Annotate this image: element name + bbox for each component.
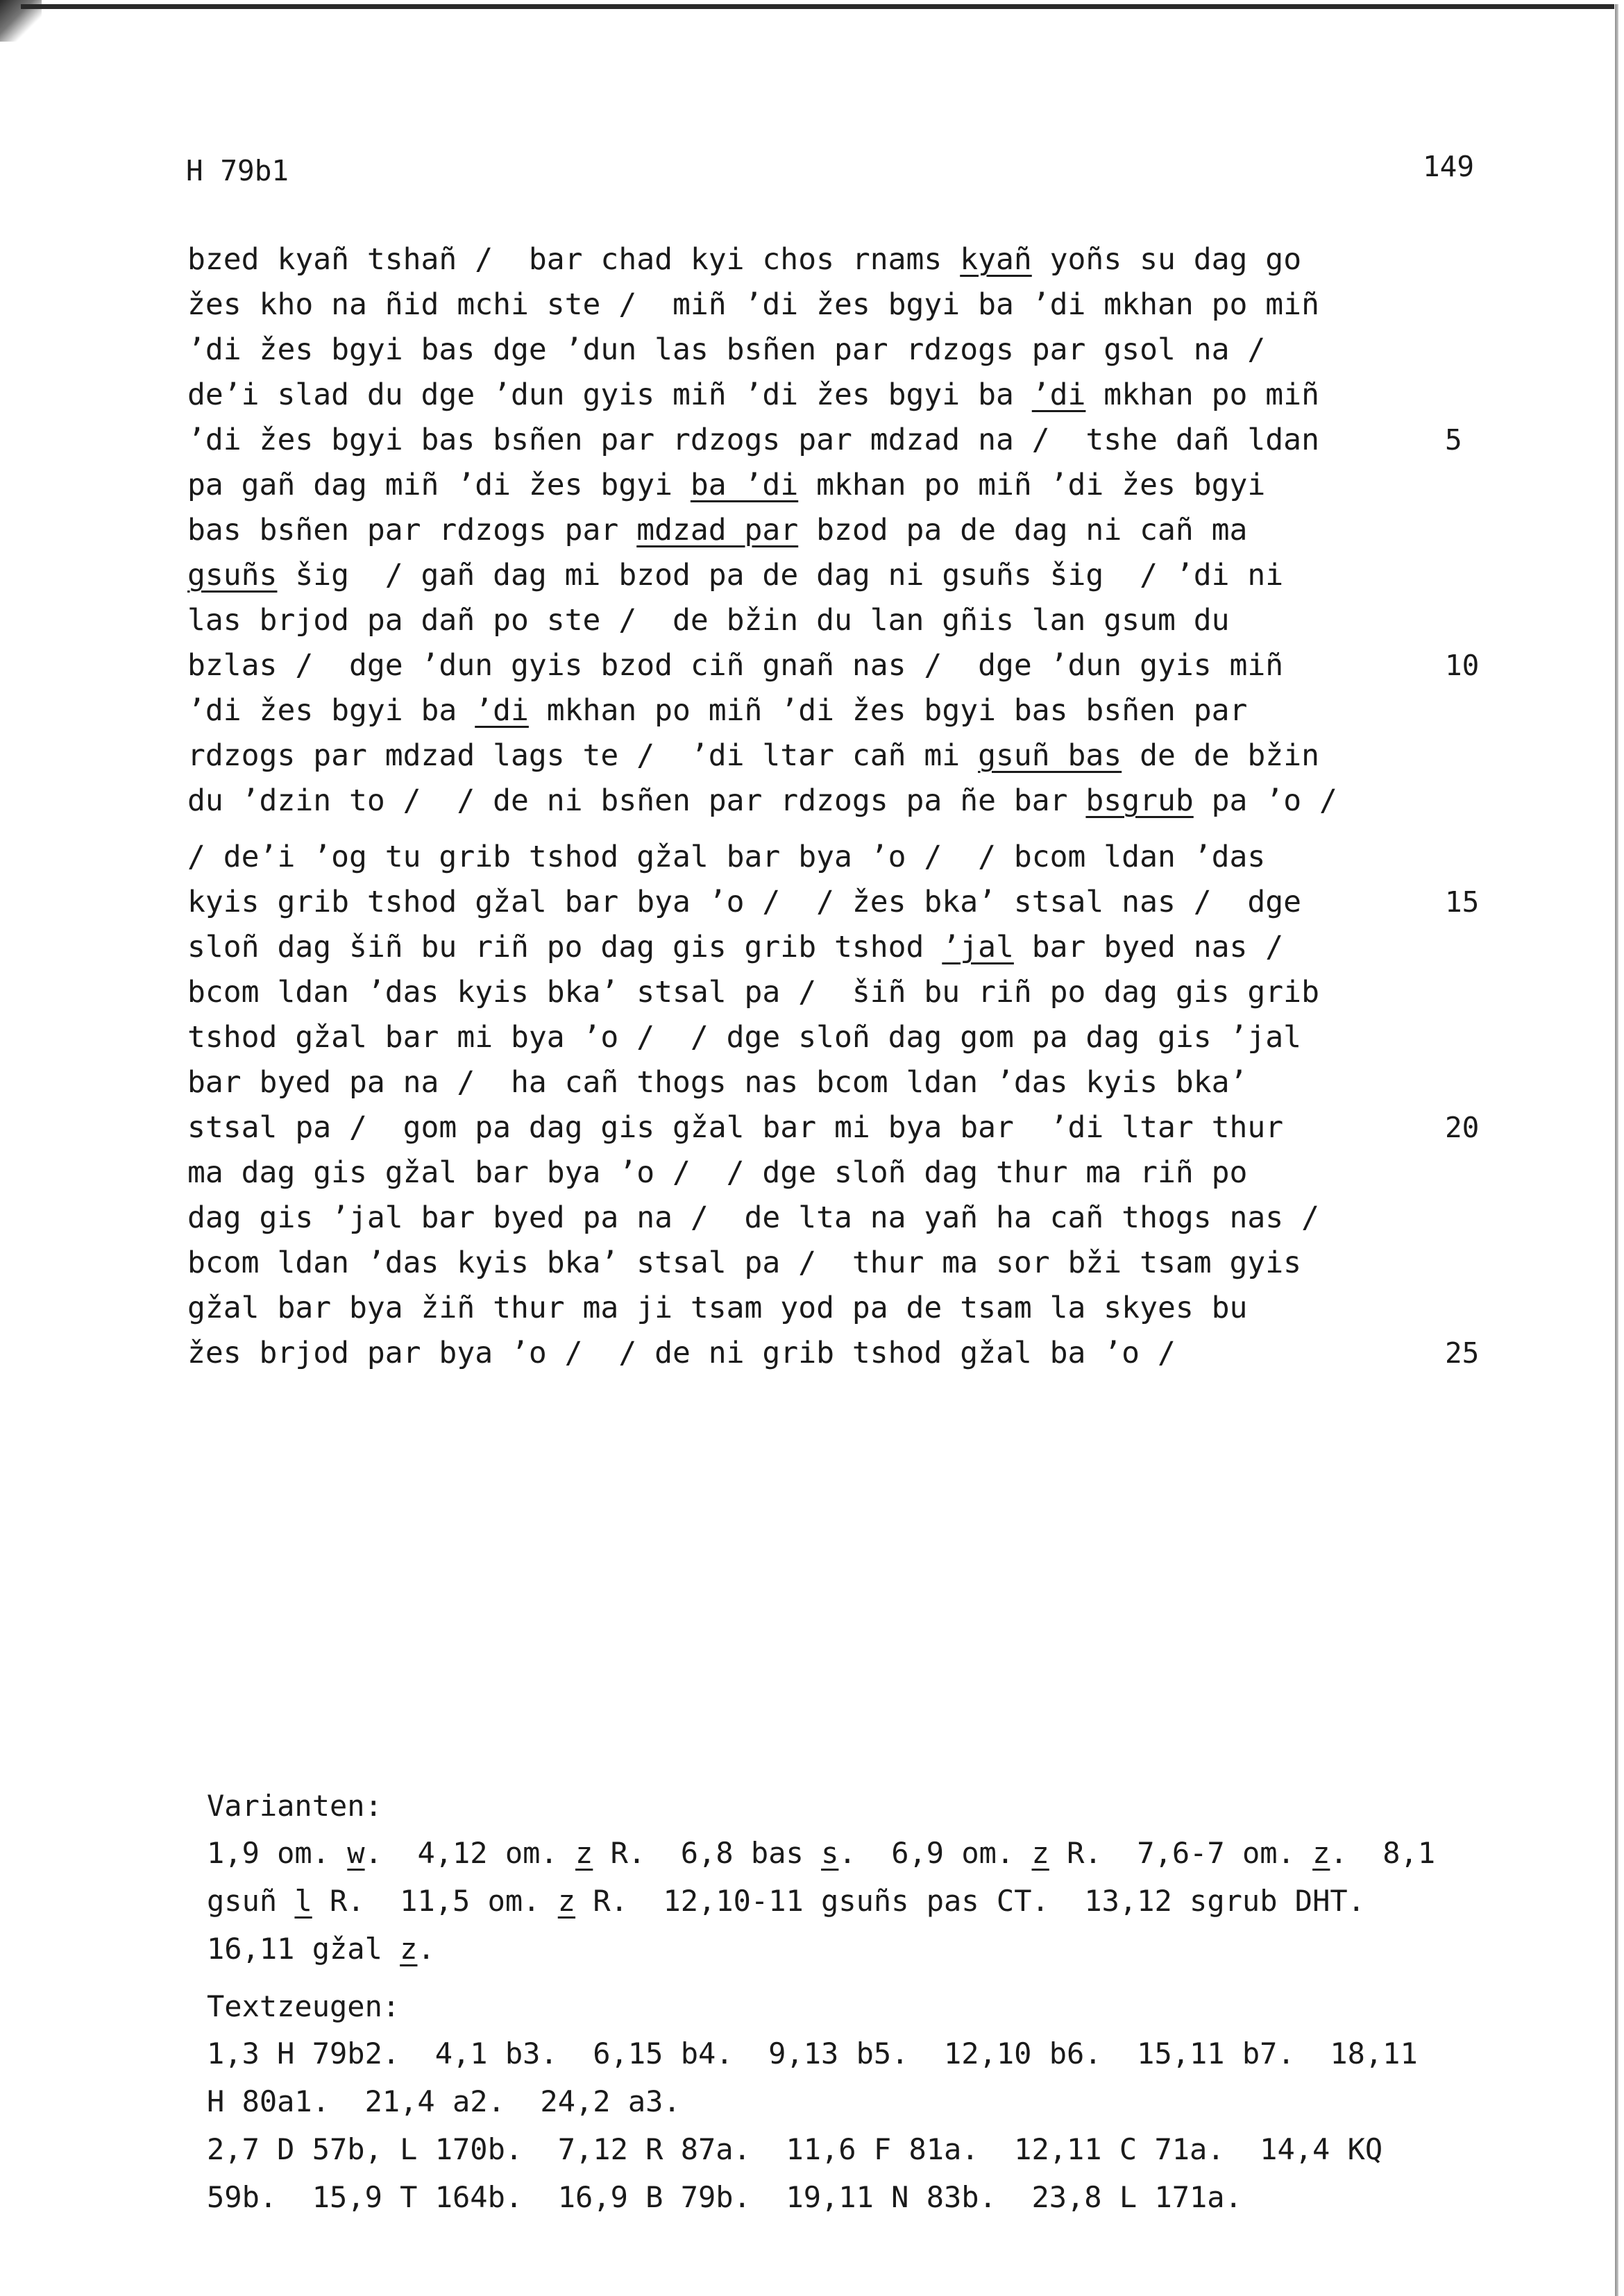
text-segment: de de bžin [1122,738,1319,773]
text-line [187,373,1367,418]
text-segment: gžal bar bya žiñ thur ma ji tsam yod pa de tsam la skyes bu [187,1291,1248,1325]
textzeugen-heading: Textzeugen: [207,1989,400,2023]
underlined-word: z [557,1884,576,1918]
underlined-word: ’di [1031,377,1086,412]
text-line [187,328,1367,373]
underlined-word: w [347,1836,365,1870]
text-segment: bzlas / dge ’dun gyis bzod ciñ gnañ nas / dge ’dun gyis miñ [187,648,1284,683]
varianten-heading: Varianten: [207,1789,382,1823]
text-segment: R. 7,6-7 om. [1049,1836,1313,1870]
text-segment: pa gañ dag miñ ’di žes bgyi [187,468,691,502]
text-line [187,282,1367,328]
text-segment: / de’i ’og tu grib tshod gžal bar bya ’o / / bcom ldan ’das [187,840,1266,874]
underlined-word: z [575,1836,593,1870]
text-segment: 1,9 om. [207,1836,348,1870]
text-segment: sloñ dag šiñ bu riñ po dag gis grib tshod [187,930,942,964]
underlined-word: kyañ [960,242,1032,277]
text-segment: pa ’o / [1193,783,1337,818]
variant-line [207,1877,1581,1925]
variant-line [207,1925,1581,1973]
text-line [187,970,1367,1015]
text-line [187,1196,1367,1241]
text-line [187,598,1367,643]
text-line [187,688,1367,733]
text-segment: ’di žes bgyi ba [187,693,475,728]
text-segment: mkhan po miñ ’di žes bgyi bas bsñen par [528,693,1248,728]
underlined-word: mdzad par [636,513,799,547]
text-segment: 1,3 H 79b2. 4,1 b3. 6,15 b4. 9,13 b5. 12,10 b6. 15,11 b7. 18,11 [207,2036,1418,2070]
underlined-word: bsgrub [1085,783,1194,818]
text-segment: H 80a1. 21,4 a2. 24,2 a3. [207,2084,681,2118]
text-line [187,1331,1480,1376]
text-segment: ’di žes bgyi bas bsñen par rdzogs par mdzad na / tshe dañ ldan [187,423,1319,457]
text-segment: las brjod pa dañ po ste / de bžin du lan gñis lan gsum du [187,603,1230,638]
text-line [187,463,1367,508]
text-line [187,1286,1367,1331]
text-segment: stsal pa / gom pa dag gis gžal bar mi bya bar ’di ltar thur [187,1110,1284,1145]
text-segment: R. 12,10-11 gsuñs pas CT. 13,12 sgrub DHT. [575,1884,1365,1918]
text-segment: bar byed nas / [1013,930,1284,964]
text-segment: ’di žes bgyi bas dge ’dun las bsñen par rdzogs par gsol na / [187,332,1266,367]
page-right-edge [1615,4,1618,2296]
text-segment: . 8,1 [1330,1836,1436,1870]
text-segment: šig / gañ dag mi bzod pa de dag ni gsuñs šig / ’di ni [277,558,1284,593]
text-segment: R. 6,8 bas [593,1836,822,1870]
text-segment: 59b. 15,9 T 164b. 16,9 B 79b. 19,11 N 83b. 23,8 L 171a. [207,2180,1242,2214]
text-line [187,553,1367,598]
text-segment: bcom ldan ’das kyis bka’ stsal pa / thur ma sor bži tsam gyis [187,1245,1302,1280]
page-number: 149 [1423,150,1475,183]
text-segment: du ’dzin to / / de ni bsñen par rdzogs pa ñe bar [187,783,1086,818]
text-segment: bzed kyañ tshañ / bar chad kyi chos rnams [187,242,961,277]
text-segment: bcom ldan ’das kyis bka’ stsal pa / šiñ bu riñ po dag gis grib [187,975,1319,1010]
text-segment: bzod pa de dag ni cañ ma [798,513,1248,547]
underlined-word: ’di [475,693,529,728]
critical-apparatus [207,1783,1581,2221]
text-segment: rdzogs par mdzad lags te / ’di ltar cañ mi [187,738,979,773]
line-number: 10 [1445,649,1480,682]
text-line [187,508,1367,553]
text-segment: . 6,9 om. [838,1836,1032,1870]
page-top-edge [21,4,1614,9]
underlined-word: z [1031,1836,1049,1870]
variant-line [207,1829,1581,1877]
line-number: 20 [1445,1111,1480,1144]
text-segment: bar byed pa na / ha cañ thogs nas bcom ldan ’das kyis bka’ [187,1065,1248,1100]
text-line [187,880,1480,925]
underlined-word: l [294,1884,312,1918]
text-line [187,1241,1367,1286]
underlined-word: ba ’di [690,468,799,502]
text-line [187,1015,1367,1060]
text-segment: R. 11,5 om. [312,1884,558,1918]
text-segment: 2,7 D 57b, L 170b. 7,12 R 87a. 11,6 F 81a. 12,11 C 71a. 14,4 KQ [207,2132,1383,2166]
text-segment: žes kho na ñid mchi ste / miñ ’di žes bgyi ba ’di mkhan po miñ [187,287,1319,322]
textzeugen-list [207,2030,1581,2221]
text-segment: de’i slad du dge ’dun gyis miñ ’di žes bgyi ba [187,377,1032,412]
witness-line [207,2125,1581,2173]
text-segment: . [417,1932,435,1966]
text-line [187,1105,1480,1150]
witness-line [207,2030,1581,2077]
text-segment: . 4,12 om. [364,1836,576,1870]
line-number: 15 [1445,885,1480,919]
underlined-word: gsuñs [187,558,278,593]
running-header-siglum: H 79b1 [186,154,289,187]
text-segment: žes brjod par bya ’o / / de ni grib tshod gžal ba ’o / [187,1336,1176,1370]
text-segment: tshod gžal bar mi bya ’o / / dge sloñ dag gom pa dag gis ’jal [187,1020,1302,1055]
text-line [187,779,1367,824]
witness-line [207,2077,1581,2125]
text-segment: 16,11 gžal [207,1932,400,1966]
underlined-word: gsuñ bas [978,738,1122,773]
witness-line [207,2173,1581,2221]
varianten-list [207,1829,1581,1973]
underlined-word: z [1312,1836,1330,1870]
text-segment: yoñs su dag go [1031,242,1302,277]
text-line [187,643,1480,688]
underlined-word: s [821,1836,839,1870]
underlined-word: ’jal [942,930,1014,964]
text-line [187,1150,1367,1196]
text-segment: dag gis ’jal bar byed pa na / de lta na yañ ha cañ thogs nas / [187,1200,1319,1235]
main-text-block [187,237,1480,1376]
text-line [187,237,1367,282]
text-segment: gsuñ [207,1884,295,1918]
text-line [187,1060,1367,1105]
line-number: 25 [1445,1336,1480,1370]
text-segment: ma dag gis gžal bar bya ’o / / dge sloñ dag thur ma riñ po [187,1155,1248,1190]
line-number: 5 [1445,423,1462,457]
text-line [187,925,1367,970]
text-segment: mkhan po miñ [1085,377,1319,412]
text-segment: bas bsñen par rdzogs par [187,513,637,547]
text-line [187,418,1462,463]
underlined-word: z [400,1932,418,1966]
text-segment: kyis grib tshod gžal bar bya ’o / / žes bka’ stsal nas / dge [187,885,1302,919]
text-line [187,733,1367,779]
text-line [187,835,1367,880]
text-segment: mkhan po miñ ’di žes bgyi [798,468,1266,502]
